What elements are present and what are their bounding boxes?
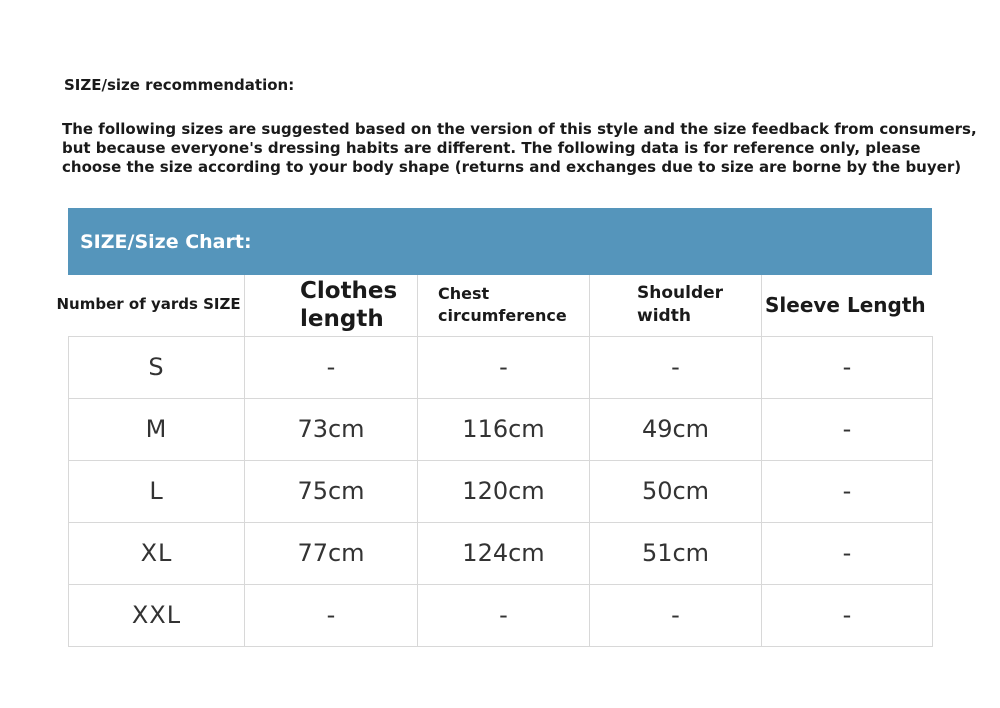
chest-cell: -: [418, 584, 590, 646]
recommendation-text: [62, 120, 977, 177]
size-table: [56, 275, 933, 647]
sleeve-cell: -: [762, 522, 933, 584]
chest-cell: 124cm: [418, 522, 590, 584]
sleeve-cell: -: [762, 398, 933, 460]
size-cell: XXL: [69, 584, 245, 646]
size-chart-title: SIZE/Size Chart:: [68, 208, 932, 275]
size-cell: L: [69, 460, 245, 522]
clothes-length-cell: 77cm: [245, 522, 418, 584]
table-row: [69, 522, 933, 584]
shoulder-cell: 49cm: [590, 398, 762, 460]
column-header-shoulder-width: Shoulder width: [590, 275, 762, 336]
size-cell: XL: [69, 522, 245, 584]
recommendation-line: choose the size according to your body shape (returns and exchanges due to size are borne by the buyer): [62, 158, 962, 176]
shoulder-cell: -: [590, 336, 762, 398]
clothes-length-cell: -: [245, 336, 418, 398]
column-header-sleeve-length: Sleeve Length: [762, 275, 933, 336]
size-chart: [56, 208, 932, 647]
size-cell: M: [69, 398, 245, 460]
size-cell: S: [69, 336, 245, 398]
column-header-chest-circumference: Chest circumference: [418, 275, 590, 336]
chest-cell: 120cm: [418, 460, 590, 522]
clothes-length-cell: 73cm: [245, 398, 418, 460]
table-row: [69, 398, 933, 460]
shoulder-cell: 50cm: [590, 460, 762, 522]
sleeve-cell: -: [762, 336, 933, 398]
table-row: [69, 460, 933, 522]
column-header-clothes-length: Clothes length: [245, 275, 418, 336]
sleeve-cell: -: [762, 584, 933, 646]
clothes-length-cell: 75cm: [245, 460, 418, 522]
recommendation-line: The following sizes are suggested based on the version of this style and the size feedback from consumers,: [62, 120, 977, 138]
shoulder-cell: -: [590, 584, 762, 646]
column-header-size: Number of yards SIZE: [69, 275, 245, 336]
recommendation-heading: SIZE/size recommendation:: [64, 76, 295, 94]
shoulder-cell: 51cm: [590, 522, 762, 584]
chest-cell: -: [418, 336, 590, 398]
clothes-length-cell: -: [245, 584, 418, 646]
sleeve-cell: -: [762, 460, 933, 522]
chest-cell: 116cm: [418, 398, 590, 460]
size-table-header-row: [69, 275, 933, 336]
table-row: [69, 584, 933, 646]
table-row: [69, 336, 933, 398]
recommendation-line: but because everyone's dressing habits are different. The following data is for reference only, please: [62, 139, 921, 157]
